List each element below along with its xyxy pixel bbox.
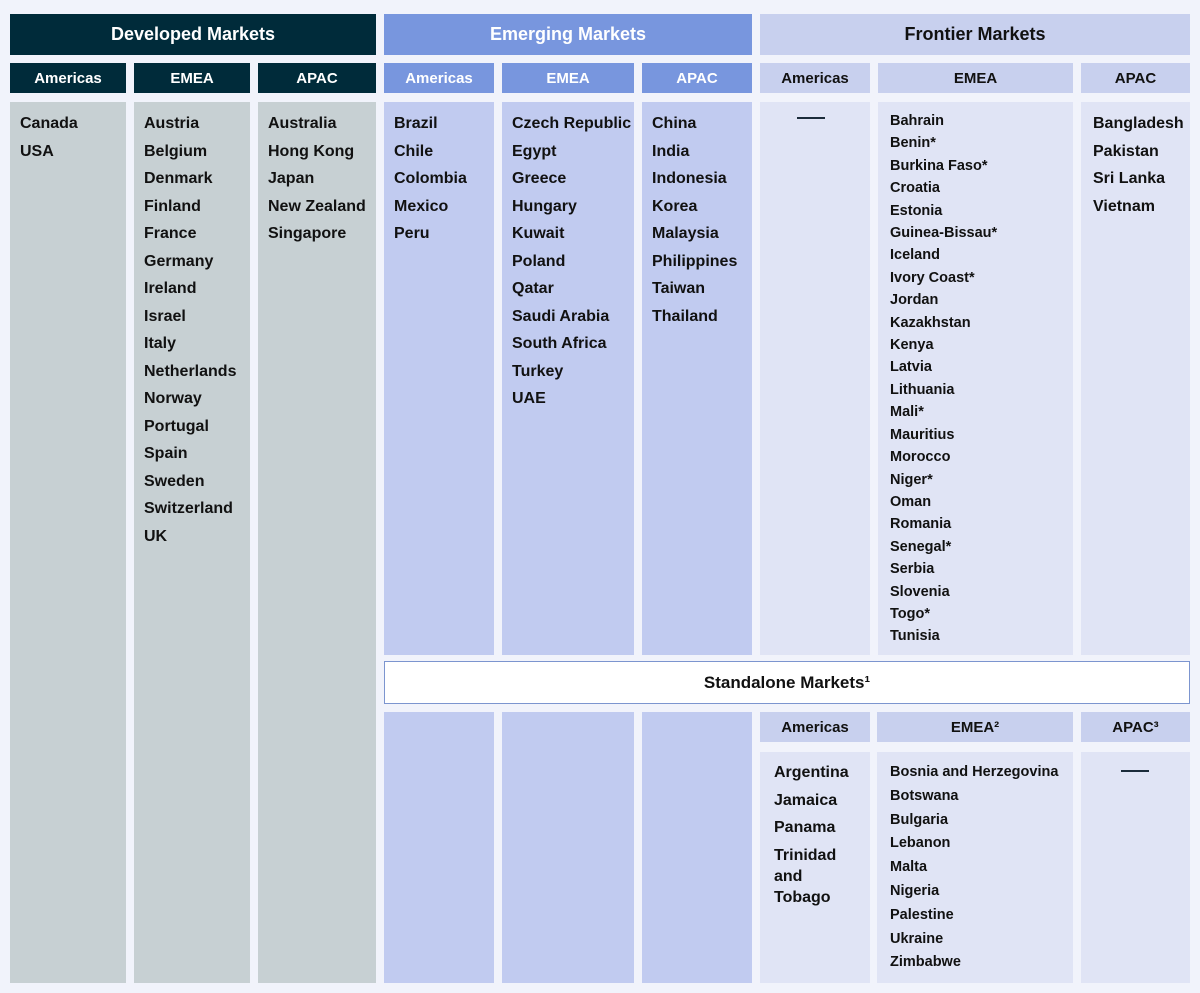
country-list-item: Mauritius — [890, 426, 955, 443]
country-list-item: Zimbabwe — [890, 954, 961, 971]
emerging-markets-header: Emerging Markets — [384, 14, 752, 55]
country-list-item: Singapore — [268, 225, 347, 242]
country-list-item: Thailand — [652, 307, 718, 325]
country-list-item: Lithuania — [890, 381, 955, 398]
standalone-americas-subheader: Americas — [760, 712, 870, 742]
developed-apac-subheader: APAC — [258, 63, 376, 93]
country-list-item: Mexico — [394, 197, 449, 215]
country-list-item: Slovenia — [890, 583, 950, 600]
country-list-item: Serbia — [890, 561, 935, 578]
frontier-emea-subheader: EMEA — [878, 63, 1073, 93]
country-list-item: India — [652, 142, 690, 160]
country-list-item: USA — [20, 142, 54, 160]
country-list-item: Turkey — [512, 362, 564, 380]
standalone-americas-column — [760, 752, 870, 983]
country-list-item: Croatia — [890, 180, 940, 197]
country-list-item: Botswana — [890, 787, 959, 804]
country-list-item: France — [144, 225, 197, 242]
country-list-item: Taiwan — [652, 280, 706, 297]
country-list-item: Sri Lanka — [1093, 170, 1166, 187]
country-list-item: Belgium — [144, 142, 208, 160]
country-list-item: Denmark — [144, 170, 213, 187]
country-list-item: Trinidad and Tobago — [774, 846, 837, 906]
country-list-item: Hong Kong — [268, 142, 355, 160]
country-list-item: Vietnam — [1093, 197, 1155, 215]
emerging-emea-column-lower — [502, 712, 634, 983]
country-list-item: Portugal — [144, 417, 209, 435]
country-list-item: Jamaica — [774, 791, 838, 809]
country-list-item: Australia — [268, 115, 337, 132]
country-list-item: Germany — [144, 252, 214, 270]
country-list-item: Austria — [144, 115, 200, 132]
country-list-item: Latvia — [890, 359, 932, 376]
emerging-americas-column-lower — [384, 712, 494, 983]
emerging-apac-subheader: APAC — [642, 63, 752, 93]
country-list-item: Israel — [144, 307, 186, 325]
standalone-emea-column — [877, 752, 1073, 983]
country-list-item: Bangladesh — [1093, 115, 1184, 132]
country-list-item: Poland — [512, 252, 566, 270]
country-list-item: Kuwait — [512, 225, 565, 242]
country-list-item: Romania — [890, 516, 952, 533]
empty-dash-icon — [1121, 770, 1149, 772]
country-list-item: Qatar — [512, 280, 554, 297]
country-list-item: Colombia — [394, 170, 467, 187]
country-list-item: Iceland — [890, 247, 940, 264]
developed-americas-subheader: Americas — [10, 63, 126, 93]
country-list-item: Kazakhstan — [890, 314, 971, 331]
emerging-apac-column-lower — [642, 712, 752, 983]
emerging-americas-subheader: Americas — [384, 63, 494, 93]
country-list-item: Peru — [394, 225, 430, 242]
country-list-item: Senegal* — [890, 538, 952, 555]
country-list-item: Panama — [774, 819, 836, 836]
country-list-item: New Zealand — [268, 197, 366, 215]
country-list-item: Chile — [394, 142, 434, 160]
frontier-apac-column — [1081, 102, 1190, 655]
country-list-item: Ivory Coast* — [890, 269, 975, 286]
country-list-item: Brazil — [394, 115, 438, 132]
developed-apac-column — [258, 102, 376, 983]
country-list-item: Netherlands — [144, 362, 237, 380]
country-list-item: Egypt — [512, 142, 557, 160]
country-list-item: Togo* — [890, 605, 930, 622]
country-list-item: China — [652, 115, 697, 132]
standalone-apac-subheader: APAC³ — [1081, 712, 1190, 742]
country-list-item: Ukraine — [890, 930, 944, 947]
country-list-item: Benin* — [890, 135, 936, 152]
developed-emea-subheader: EMEA — [134, 63, 250, 93]
standalone-markets-header: Standalone Markets¹ — [384, 661, 1190, 704]
developed-markets-header: Developed Markets — [10, 14, 376, 55]
country-list-item: Saudi Arabia — [512, 307, 610, 325]
country-list-item: Tunisia — [890, 628, 940, 645]
country-list-item: UAE — [512, 390, 546, 407]
country-list-item: Switzerland — [144, 500, 233, 517]
country-list-item: Oman — [890, 493, 932, 510]
country-list-item: Italy — [144, 335, 177, 352]
country-list-item: Bahrain — [890, 113, 944, 129]
country-list-item: Burkina Faso* — [890, 157, 988, 174]
country-list-item: Spain — [144, 445, 188, 462]
country-list-item: Malaysia — [652, 225, 719, 242]
country-list-item: Kenya — [890, 337, 934, 354]
country-list-item: Guinea-Bissau* — [890, 225, 998, 242]
country-list-item: Greece — [512, 170, 567, 187]
country-list-item: UK — [144, 527, 168, 545]
country-list-item: Niger* — [890, 471, 933, 488]
emerging-emea-column — [502, 102, 634, 655]
country-list-item: Finland — [144, 197, 201, 215]
country-list-item: Jordan — [890, 292, 939, 309]
country-list-item: Japan — [268, 170, 315, 187]
country-list-item: Philippines — [652, 252, 738, 270]
country-list-item: Argentina — [774, 764, 849, 781]
country-list-item: Korea — [652, 197, 698, 215]
country-list-item: Estonia — [890, 202, 943, 219]
country-list-item: Pakistan — [1093, 142, 1159, 160]
emerging-apac-column — [642, 102, 752, 655]
empty-dash-icon — [797, 117, 825, 119]
country-list-item: Czech Republic — [512, 115, 632, 132]
frontier-apac-subheader: APAC — [1081, 63, 1190, 93]
emerging-americas-column — [384, 102, 494, 655]
frontier-emea-column — [878, 102, 1073, 655]
country-list-item: Mali* — [890, 404, 924, 421]
country-list-item: Hungary — [512, 197, 577, 215]
country-list-item: Palestine — [890, 906, 954, 923]
emerging-emea-subheader: EMEA — [502, 63, 634, 93]
country-list-item: Morocco — [890, 449, 951, 466]
country-list-item: Bosnia and Herzegovina — [890, 764, 1059, 780]
frontier-americas-column — [760, 102, 870, 655]
frontier-americas-subheader: Americas — [760, 63, 870, 93]
country-list-item: Nigeria — [890, 882, 940, 899]
country-list-item: Norway — [144, 390, 202, 407]
standalone-emea-subheader: EMEA² — [877, 712, 1073, 742]
country-list-item: Sweden — [144, 472, 205, 490]
frontier-markets-header: Frontier Markets — [760, 14, 1190, 55]
country-list-item: Bulgaria — [890, 811, 949, 828]
country-list-item: Malta — [890, 859, 928, 876]
country-list-item: South Africa — [512, 335, 607, 352]
country-list-item: Lebanon — [890, 835, 951, 852]
country-list-item: Indonesia — [652, 170, 727, 187]
country-list-item: Canada — [20, 115, 78, 132]
developed-americas-column — [10, 102, 126, 983]
standalone-apac-column — [1081, 752, 1190, 983]
country-list-item: Ireland — [144, 280, 197, 297]
developed-emea-column — [134, 102, 250, 983]
